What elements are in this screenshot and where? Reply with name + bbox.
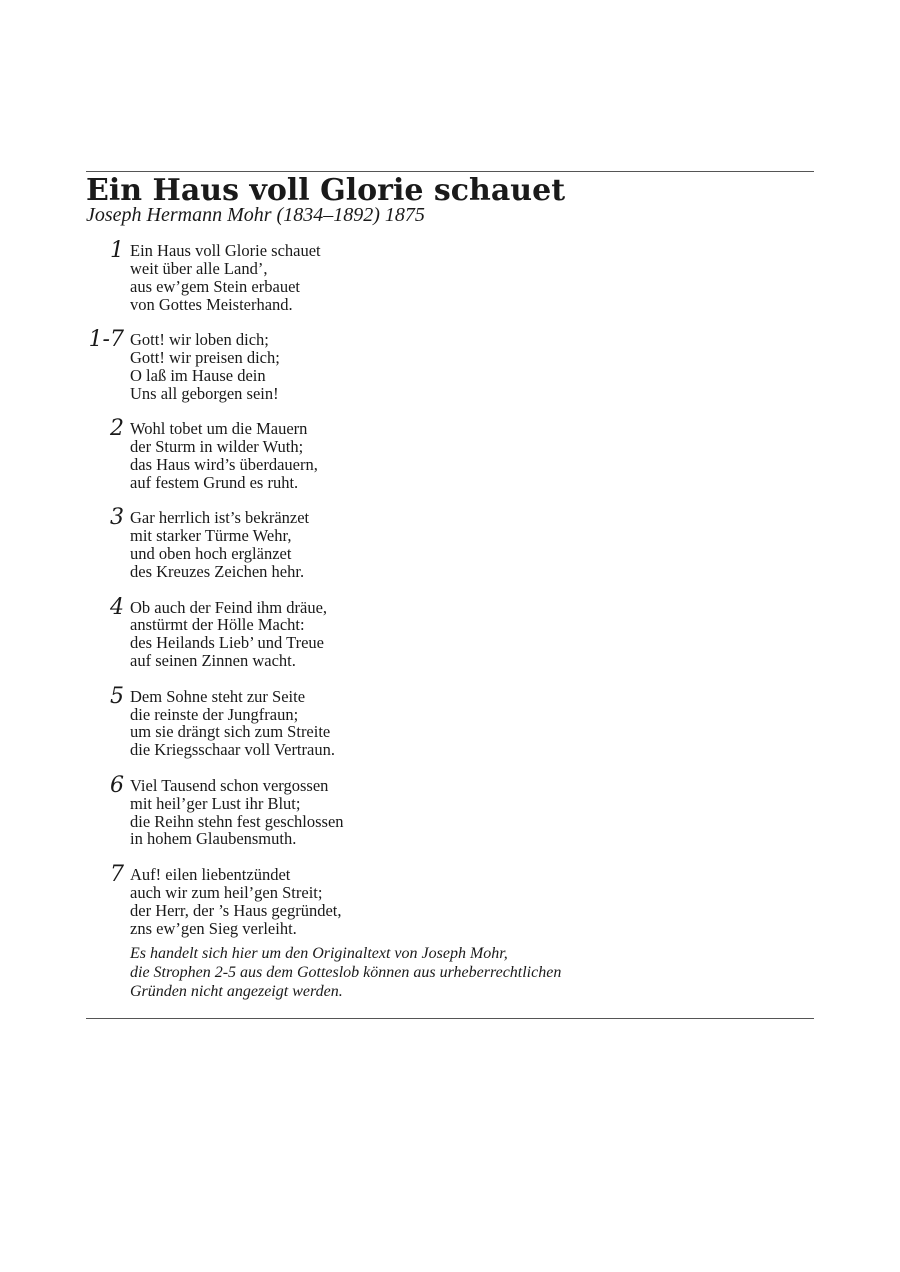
stanza-number: 7 [110,861,124,887]
stanza-3 [0,505,900,582]
stanza-6 [0,772,900,849]
note-line: Gründen nicht angezeigt werden. [130,983,343,1000]
verse-line: Gott! wir loben dich; [130,330,269,350]
stanza-number: 1-7 [88,327,124,353]
verse-line: Uns all geborgen sein! [130,383,279,403]
verse-line: Wohl tobet um die Mauern [130,419,308,439]
stanza-7 [0,861,900,938]
stanza-lines [130,331,900,403]
stanza-4 [0,594,900,671]
stanza-lines [130,777,900,849]
stanza-5 [0,683,900,760]
verse-line: der Sturm in wilder Wuth; [130,437,304,457]
verse-line: zns ew’gen Sieg verleiht. [130,918,297,938]
verse-line: Viel Tausend schon vergossen [130,775,329,795]
verse-line: und oben hoch erglänzet [130,544,292,564]
verse-line: mit heil’ger Lust ihr Blut; [130,793,301,813]
stanza-lines [130,688,900,760]
bottom-divider [86,1018,814,1019]
verse-line: aus ew’gem Stein erbauet [130,276,300,296]
verse-line: in hohem Glaubensmuth. [130,829,297,849]
stanza-lines [130,420,900,492]
verse-line: des Kreuzes Zeichen hehr. [130,562,305,582]
stanza-lines [130,866,900,938]
verse-line: weit über alle Land’, [130,258,268,278]
stanza-lines [130,599,900,671]
stanza-number: 4 [110,594,124,620]
stanza-number: 1 [110,238,124,263]
verse-line: des Heilands Lieb’ und Treue [130,633,324,653]
verse-line: Ein Haus voll Glorie schauet [130,241,321,260]
stanza-list [0,238,900,955]
verse-line: der Herr, der ’s Haus gegründet, [130,900,342,920]
verse-line: von Gottes Meisterhand. [130,294,293,314]
hymn-title: Ein Haus voll Glorie schauet [86,173,566,208]
verse-line: auf festem Grund es ruht. [130,472,299,492]
hymn-author: Joseph Hermann Mohr (1834–1892) 1875 [86,204,425,226]
copyright-note [130,944,561,1001]
verse-line: Dem Sohne steht zur Seite [130,686,306,706]
verse-line: die Kriegsschaar voll Vertraun. [130,740,335,760]
verse-line: Auf! eilen liebentzündet [130,864,291,884]
stanza-1-7 [0,327,900,403]
stanza-2 [0,416,900,492]
verse-line: um sie drängt sich zum Streite [130,722,331,742]
verse-line: mit starker Türme Wehr, [130,526,292,546]
note-line: Es handelt sich hier um den Originaltext von Joseph Mohr, [130,945,508,962]
verse-line: Ob auch der Feind ihm dräue, [130,597,328,617]
verse-line: O laß im Hause dein [130,365,266,385]
verse-line: die Reihn stehn fest geschlossen [130,811,344,831]
stanza-lines [130,509,900,581]
verse-line: auf seinen Zinnen wacht. [130,651,296,671]
stanza-number: 6 [110,772,124,798]
verse-line: auch wir zum heil’gen Streit; [130,882,323,902]
verse-line: Gar herrlich ist’s bekränzet [130,508,310,528]
stanza-1 [0,238,900,314]
stanza-number: 5 [110,683,124,709]
verse-line: die reinste der Jungfraun; [130,704,299,724]
stanza-number: 2 [110,416,124,442]
verse-line: das Haus wird’s überdauern, [130,455,318,475]
verse-line: Gott! wir preisen dich; [130,348,280,368]
stanza-lines [130,242,900,314]
stanza-number: 3 [110,505,124,531]
verse-line: anstürmt der Hölle Macht: [130,615,305,635]
note-line: die Strophen 2-5 aus dem Gotteslob können aus urheberrechtlichen [130,964,562,981]
